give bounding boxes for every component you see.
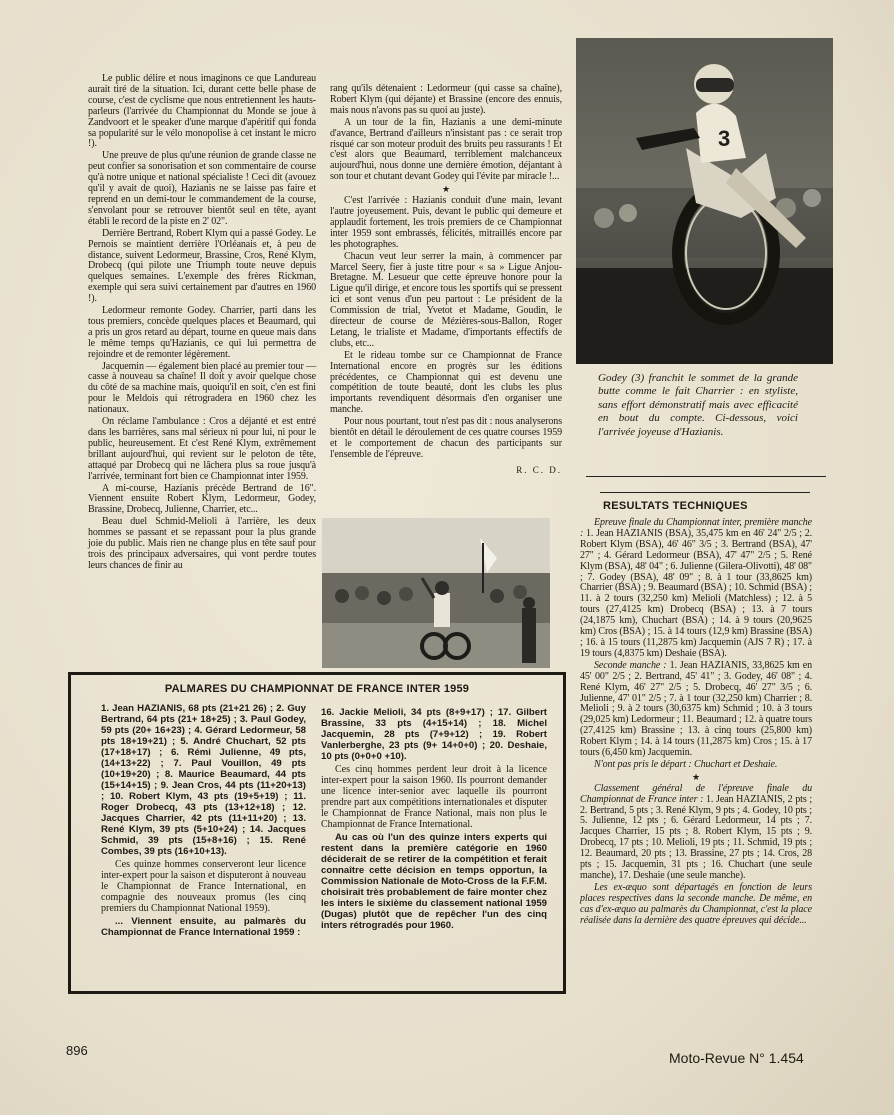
rider-number: 3 [718,126,731,151]
results-paragraph: N'ont pas pris le départ : Chuchart et Deshaie. [594,758,778,770]
magazine-issue: Moto-Revue N° 1.454 [669,1050,804,1066]
divider [586,476,826,477]
paragraph: Beau duel Schmid-Melioli à l'arrière, les deux hommes se passant et se repassant pour la plus grande joie du public. Mais rien ne change plus en tête sauf pour trois des principaux adversaires, qui vont perdre toutes leurs chances de finir au [88,516,316,571]
palmares-title: PALMARES DU CHAMPIONNAT DE FRANCE INTER 1959 [164,683,470,695]
results-paragraph: Epreuve finale du Championnat inter, première manche : 1. Jean HAZIANIS (BSA), 35,475 km en 46' 24" 2/5 ; 2. Robert Klym (BSA), 46' 46" 3/5 ; 3. Bertrand (BSA), 47' 27" ; 4. Gérard Ledormeur (BSA), 47' 47" 2/5 ; 5. René Klym (BSA), 48' 04" ; 6. Julienne (Gilera-Olivotti), 48' 08" ; 7. Godey (BSA), 48' 09" ; 8. à 1 tour (33,8625 km) Charrier (BSA) ; 9. Beaumard (BSA) ; 10. Schmid (BSA) ; 11. à 2 tours (32,250 km) Melioli (Matchless) ; 12. à 5 tours (27,4125 km) Drobecq (BSA) ; 13. à 7 tours (24,1875 km), Chuchart (BSA) ; 14. à 9 tours (20,9625 km) Cros (BSA) ; 15. à 14 tours (12,9 km) Brassine (BSA) ; 16. à 15 tours (11,2875 km) Jacquemin (AJS 7 R) ; 17. à 19 tours (4,8375 km) Deshaie (BSA). [580,517,812,659]
results-title: RESULTATS TECHNIQUES [603,500,748,512]
divider [600,492,810,493]
palmares-list: 1. Jean HAZIANIS, 68 pts (21+21 26) ; 2. Guy Bertrand, 64 pts (21+ 18+25) ; 3. Paul Godey, 59 pts (20+ 16+23) ; 4. Gérard Ledormeur, 58 pts 18+19+21) ; 5. André Chuchart, 52 pts (17+18+17) ; 6. Rémi Julienne, 49 pts, (14+13+22) ; 7. Paul Vouillon, 49 pts (10+19+20) ; 8. Maurice Beaumard, 44 pts (15+14+15) ; 9. Jean Cros, 44 pts (11+20+13) ; 10. Robert Klym, 43 pts (19+5+19) ; 11. Roger Drobecq, 43 pts (13+12+18) ; 12. Jacques Charrier, 42 pts (11+11+20) ; 13. René Klym, 39 pts (5+10+24) ; 14. Jacques Schmid, 39 pts (15+8+16) ; 15. René Combes, 39 pts (16+10+13). [101,703,306,857]
results-paragraph: Les ex-æquo sont départagés en fonction de leurs places respectives dans la seconde manche. De même, en cas d'ex-æquo au palmarès du Championnat, c'est la place réalisée dans la dernière des quatre épreuves qui décide... [580,881,812,926]
paragraph: Une preuve de plus qu'une réunion de grande classe ne peut confier sa sonorisation et son commentaire de course qu'à notre unique et national spécialiste ! Ceci dit (avouez qu'il y avait de quoi), Hazianis ne se laisse pas faire et reprend en un demi-tour le commandement de la course, s'envolant pour se retrouver bientôt seul en tête, ayant établi le record de la piste en 2' 02". [88,150,316,227]
article-column-2 [330,84,562,476]
paragraph: Jacquemin — également bien placé au premier tour — casse à nouveau sa chaîne! Il doit y avoir quelque chose du côté de sa machine mais, quoiqu'il en soit, c'en est fini pour le Meldois qui rétrogradera en 1960 chez les nationaux. [88,360,316,416]
results-paragraph: Seconde manche : 1. Jean HAZIANIS, 33,8625 km en 45' 00" 2/5 ; 2. Bertrand, 45' 41" ; 3. Godey, 46' 08" ; 4. René Klym, 46' 27" 2/5 ; 5. Drobecq, 46' 27" 3/5 ; 6. Julienne, 47' 01" 2/5 ; 7. à 1 tour (32,250 km) Charrier ; 8. Melioli ; 9. à 2 tours (30,6375 km) Schmid ; 10. à 3 tours (29,025 km) Ledormeur ; 11. Beaumard ; 12. à quatre tours (27,4125 km) Brassine ; 13. à cinq tours (25,800 km) Robert Klym ; 14. à 14 tours (11,2875 km) Cros ; 15. à 17 tours (6,450 km) Jacquemin. [580,659,812,759]
rider-photo-image [576,38,833,364]
results-paragraph: Classement général de l'épreuve finale du Championnat de France inter : 1. Jean HAZIANIS, 2 pts ; 2. Bertrand, 5 pts ; 3. René Klym, 9 pts ; 4. Godey, 10 pts ; 5. Julienne, 12 pts ; 6. Gérard Ledormeur, 14 pts ; 7. Jacques Charrier, 15 pts ; 8. Robert Klym, 15 pts ; 9. Drobecq, 17 pts ; 10. Melioli, 19 pts ; 11. Schmid, 19 pts ; 12. Beaumard, 20 pts ; 13. Brassine, 27 pts ; 14. Cros, 28 pts ; 15. Jacquemin, 31 pts ; 16. Chuchart (une seule manche), 17. Deshaie (une seule manche). [580,782,812,881]
paragraph: On réclame l'ambulance : Cros a déjanté et est entré dans les barrières, sans mal sérieux ni pour lui, ni pour le public, heureusement. Et c'est René Klym, extrêmement brillant aujourd'hui, qui revient sur le peloton de tête, attaqué par Drobecq qui ne lâchera plus sa roue jusqu'à l'arrivée, terminant fort bien ce Championnat inter 1959. [88,416,316,482]
paragraph: Au cas où l'un des quinze inters experts qui restent dans la première catégorie en 1960 déciderait de se retirer de la compétition et ferait connaître cette décision en temps opportun, la Commission Nationale de Moto-Cross de la F.F.M. choisirait très probablement de faire monter chez les inters le sixième du classement national 1959 (Dugas) plutôt que de repêcher l'un des cinq inters rétrogradés pour 1960. [321,832,548,931]
paragraph: rang qu'ils détenaient : Ledormeur (qui casse sa chaîne), Robert Klym (qui déjante) et Brassine (encore des ennuis, mais nous n'avons pas su quoi au juste). [330,83,562,116]
photo-arrival [322,518,550,668]
paragraph: Pour nous pourtant, tout n'est pas dit : nous analyserons bientôt en détail le déroulement de ces quatre courses 1959 et le comportement de chacun des participants sur l'ensemble de l'épreuve. [330,416,562,460]
paragraph: C'est l'arrivée : Hazianis conduit d'une main, levant l'autre joyeusement. Puis, devant le public qui demeure et applaudit fortement, les trois premiers de ce Championnat inter 1959 sont embrassés, félicités, mitraillés encore par les photographes. [330,195,562,250]
star-separator: ★ [692,771,700,782]
paragraph: Et le rideau tombe sur ce Championnat de France International encore en progrès sur les éditions précédentes, ce Championnat qui est devenu une compétition de toute beauté, dont les clubs les plus importants revendiquent désormais d'en organiser une manche. [330,349,562,416]
photo-caption: Godey (3) franchit le sommet de la grande butte comme le fait Charrier : en styliste, sans effort démonstratif mais avec efficacité en bout du compte. Ci-dessous, voici l'arrivée joyeuse d'Hazianis. [598,372,798,438]
paragraph: Ces quinze hommes conserveront leur licence inter-expert pour la saison et disputeront à nouveau le Championnat de France International, en compagnie des nouveaux promus (les cinq premiers du Championnat National 1959). [101,859,307,914]
palmares-column-2 [321,707,547,933]
paragraph: Derrière Bertrand, Robert Klym qui a passé Godey. Le Pernois se maintient derrière l'Orléanais et, à peu de distance, suivent Ledormeur, Brassine, Cros, René Klym, Drobecq (qui pilote une Triumph toute neuve depuis quelques semaines. L'exemple des frères Rickman, exemple qui sera suivi certainement par d'autres en 1960 !). [88,227,316,305]
palmares-list: 16. Jackie Melioli, 34 pts (8+9+17) ; 17. Gilbert Brassine, 33 pts (4+15+14) ; 18. Michel Jacquemin, 28 pts (7+9+12) ; 19. Robert Vanlerberghe, 23 pts (9+ 14+0+0) ; 20. Deshaie, 10 pts (0+0+0 +10). [321,707,547,762]
paragraph: A un tour de la fin, Hazianis a une demi-minute d'avance, Bertrand d'ailleurs n'insistant pas : ce serait trop risqué car son moteur produit des bruits peu rassurants ! Et c'est alors que Beaumard, terriblement malchanceux aujourd'hui, nous donne une dernière émotion, déjantant à son tour et chutant devant Godey qui l'évite par miracle !... [330,116,562,183]
palmares-column-1 [101,703,306,940]
results-column [580,518,812,928]
paragraph: Ledormeur remonte Godey. Charrier, parti dans les tous premiers, concède quelques places et Beaumard, qui a pris un gros retard au départ, tourne en queue mais dans le même temps qu'Hazianis, ce qui lui permettra de rejoindre et de remonter légèrement. [88,305,316,360]
arrival-photo-image [322,518,550,668]
star-separator: ★ [442,184,450,195]
article-column-1 [88,74,316,573]
paragraph: Le public délire et nous imaginons ce que Landureau aurait tiré de la situation. Ici, durant cette belle phase de course, c'est de cyclisme que nous entretiennent les hauts-parleurs (l'arrivée du Championnat du Monde se joue à Zandvoort et le speaker d'une marque d'apéritif qui fonda sa popularité sur le vélo monopolise à cet instant le micro !). [88,73,316,150]
author-signature: R. C. D. [516,464,562,475]
photo-rider-jump [576,38,833,364]
paragraph: Ces cinq hommes perdent leur droit à la licence inter-expert pour la saison 1960. Ils pourront demander une licence inter-senior avec laquelle ils pourront prendre part aux compétitions internationales et disputer le Championnat de France National, mais non plus le Championnat de France International. [321,764,547,830]
paragraph: Chacun veut leur serrer la main, à commencer par Marcel Seery, fier à juste titre pour « sa » Ligue Anjou-Bretagne. M. Lesueur que cette épreuve honore pour la Ligue qu'il dirige, et encore tous les sportifs qui se pressent ici et sont venus d'un peu partout : Le président de la Commission de trial, Yvetot et Madame, Goudin, le directeur de course de Mézières-sous-Ballon, Roger Letang, le trialiste et Madame, d'importants effectifs de clubs, etc... [330,250,562,349]
palmares-box [68,672,566,994]
page-number: 896 [66,1043,88,1058]
paragraph: ... Viennent ensuite, au palmarès du Championnat de France International 1959 : [101,916,306,938]
paragraph: A mi-course, Hazianis précède Bertrand de 16". Viennent ensuite Robert Klym, Ledormeur, Godey, Brassine, Drobecq, Julienne, Charrier, etc... [88,482,316,516]
